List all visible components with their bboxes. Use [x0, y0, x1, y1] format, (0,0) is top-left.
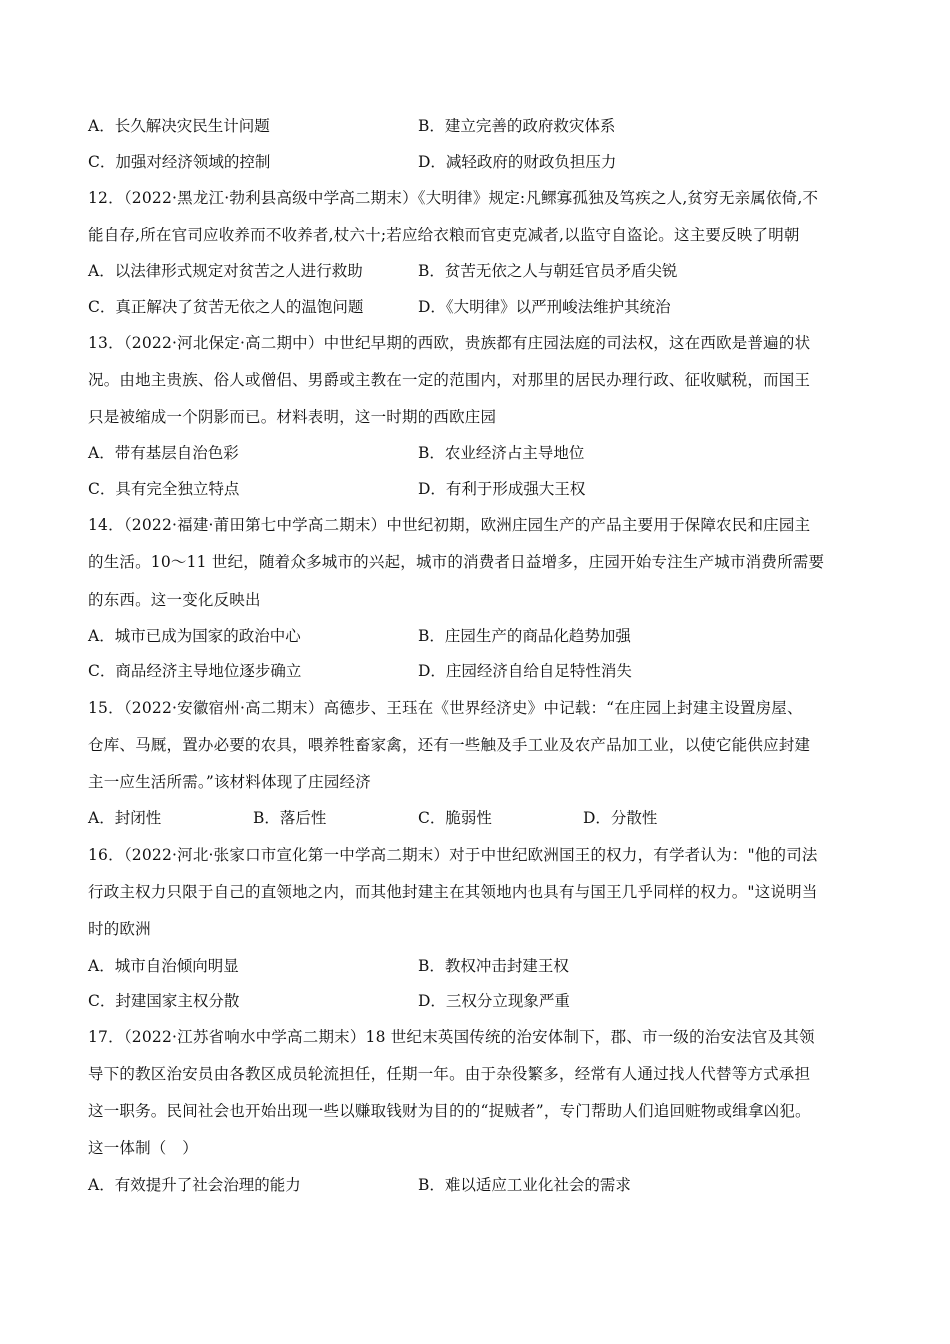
prev-option-c[interactable]: C．加强对经济领域的控制: [88, 153, 271, 171]
q15-option-b[interactable]: B．落后性: [253, 809, 327, 827]
q16-option-c[interactable]: C．封建国家主权分散: [88, 992, 240, 1010]
question-13-line-3: 只是被缩成一个阴影而已。材料表明，这一时期的西欧庄园: [88, 408, 497, 426]
question-14-line-3: 的东西。这一变化反映出: [88, 591, 261, 609]
question-17-line-2: 导下的教区治安员由各教区成员轮流担任，任期一年。由于杂役繁多，经常有人通过找人代替等方式承担: [88, 1065, 811, 1083]
q16-option-d[interactable]: D．三权分立现象严重: [418, 992, 570, 1010]
prev-option-a[interactable]: A．长久解决灾民生计问题: [88, 117, 270, 135]
question-15-line-1: 15．（2022·安徽宿州·高二期末）高德步、王珏在《世界经济史》中记载：“在庄园上封建主设置房屋、: [88, 699, 803, 717]
q16-option-a[interactable]: A．城市自治倾向明显: [88, 957, 239, 975]
q12-option-a[interactable]: A．以法律形式规定对贫苦之人进行救助: [88, 262, 363, 280]
q12-option-d[interactable]: D．《大明律》以严刑峻法维护其统治: [418, 298, 671, 316]
q13-option-d[interactable]: D．有利于形成强大王权: [418, 480, 586, 498]
q14-option-a[interactable]: A．城市已成为国家的政治中心: [88, 627, 301, 645]
q13-option-c[interactable]: C．具有完全独立特点: [88, 480, 240, 498]
question-16-line-2: 行政主权力只限于自己的直领地之内，而其他封建主在其领地内也具有与国王几乎同样的权力。"这说明当: [88, 883, 818, 901]
question-16-line-1: 16．（2022·河北·张家口市宣化第一中学高二期末）对于中世纪欧洲国王的权力，有学者认为："他的司法: [88, 846, 818, 864]
q15-option-d[interactable]: D．分散性: [583, 809, 658, 827]
q14-option-b[interactable]: B．庄园生产的商品化趋势加强: [418, 627, 631, 645]
question-15-line-2: 仓库、马厩，置办必要的农具，喂养牲畜家禽，还有一些触及手工业及农产品加工业，以使它能供应封建: [88, 736, 811, 754]
question-12-line-1: 12．（2022·黑龙江·勃利县高级中学高二期末）《大明律》规定:凡鳏寡孤独及笃疾之人,贫穷无亲属依倚,不: [88, 189, 819, 207]
q14-option-d[interactable]: D．庄园经济自给自足特性消失: [418, 662, 632, 680]
question-16-line-3: 时的欧洲: [88, 920, 151, 938]
question-17-line-4: 这一体制（ ）: [88, 1139, 198, 1157]
q17-option-a[interactable]: A．有效提升了社会治理的能力: [88, 1176, 301, 1194]
q13-option-b[interactable]: B．农业经济占主导地位: [418, 444, 585, 462]
prev-option-d[interactable]: D．减轻政府的财政负担压力: [418, 153, 617, 171]
q17-option-b[interactable]: B．难以适应工业化社会的需求: [418, 1176, 631, 1194]
question-14-line-2: 的生活。10～11 世纪，随着众多城市的兴起，城市的消费者日益增多，庄园开始专注生产城市消费所需要: [88, 553, 825, 571]
question-17-line-3: 这一职务。民间社会也开始出现一些以赚取钱财为目的的“捉贼者”，专门帮助人们追回赃物或缉拿凶犯。: [88, 1102, 811, 1120]
question-14-line-1: 14．（2022·福建·莆田第七中学高二期末）中世纪初期，欧洲庄园生产的产品主要用于保障农民和庄园主: [88, 516, 811, 534]
q14-option-c[interactable]: C．商品经济主导地位逐步确立: [88, 662, 302, 680]
q12-option-b[interactable]: B．贫苦无依之人与朝廷官员矛盾尖锐: [418, 262, 678, 280]
question-17-line-1: 17．（2022·江苏省响水中学高二期末）18 世纪末英国传统的治安体制下，郡、市一级的治安法官及其领: [88, 1028, 815, 1046]
question-12-line-2: 能自存,所在官司应收养而不收养者,杖六十;若应给衣粮而官吏克减者,以监守自盗论。这主要反映了明朝: [88, 226, 800, 244]
q15-option-c[interactable]: C．脆弱性: [418, 809, 492, 827]
question-15-line-3: 主一应生活所需。”该材料体现了庄园经济: [88, 773, 371, 791]
prev-option-b[interactable]: B．建立完善的政府救灾体系: [418, 117, 616, 135]
q13-option-a[interactable]: A．带有基层自治色彩: [88, 444, 239, 462]
q16-option-b[interactable]: B．教权冲击封建王权: [418, 957, 569, 975]
q15-option-a[interactable]: A．封闭性: [88, 809, 162, 827]
question-13-line-1: 13．（2022·河北保定·高二期中）中世纪早期的西欧，贵族都有庄园法庭的司法权，这在西欧是普遍的状: [88, 334, 811, 352]
q12-option-c[interactable]: C．真正解决了贫苦无依之人的温饱问题: [88, 298, 364, 316]
question-13-line-2: 况。由地主贵族、俗人或僧侣、男爵或主教在一定的范围内，对那里的居民办理行政、征收赋税，而国王: [88, 371, 811, 389]
